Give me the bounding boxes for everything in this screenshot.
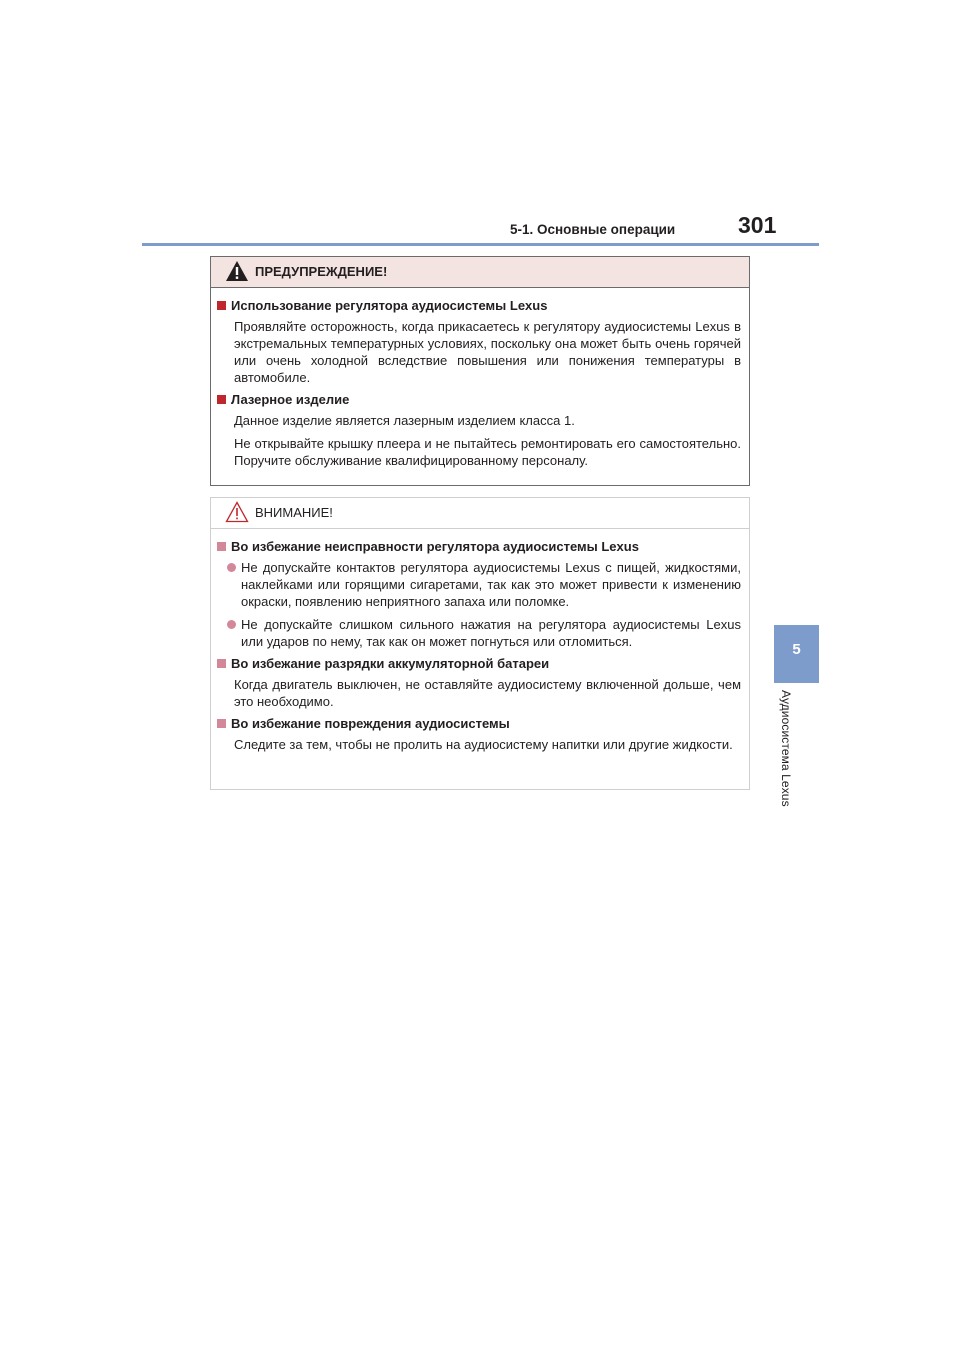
warning-header bbox=[211, 257, 749, 288]
caution-paragraph: Следите за тем, чтобы не пролить на аудиосистему напитки или другие жидкости. bbox=[234, 737, 733, 752]
square-bullet-icon bbox=[217, 542, 226, 551]
caution-paragraph: Когда двигатель выключен, не оставляйте аудиосистему включенной дольше, чем это необходимо. bbox=[234, 677, 741, 709]
caution-box bbox=[210, 497, 750, 790]
round-bullet-icon bbox=[227, 563, 236, 572]
chapter-number: 5 bbox=[792, 641, 801, 658]
warning-box bbox=[210, 256, 750, 486]
warning-section-heading bbox=[217, 392, 741, 407]
square-bullet-icon bbox=[217, 395, 226, 404]
bullet-text: Не допускайте слишком сильного нажатия на регулятора аудиосистемы Lexus или ударов по нему, так как он может погнуться или отломиться. bbox=[241, 617, 741, 649]
caution-triangle-icon bbox=[225, 501, 249, 523]
heading-text: Во избежание повреждения аудиосистемы bbox=[231, 716, 510, 731]
warning-section-heading bbox=[217, 298, 741, 313]
page-number: 301 bbox=[738, 212, 777, 238]
square-bullet-icon bbox=[217, 719, 226, 728]
section-title: 5-1. Основные операции bbox=[510, 222, 676, 237]
square-bullet-icon bbox=[217, 301, 226, 310]
chapter-tab bbox=[774, 625, 819, 683]
warning-triangle-icon bbox=[225, 260, 249, 282]
header-rule bbox=[142, 243, 819, 246]
warning-title: ПРЕДУПРЕЖДЕНИЕ! bbox=[255, 264, 388, 279]
warning-paragraph: Проявляйте осторожность, когда прикасаетесь к регулятору аудиосистемы Lexus в экстремальных температурных условиях, поскольку она может быть очень горячей или очень холодной вследствие повышения или понижения температуры в автомобиле. bbox=[234, 319, 741, 385]
caution-section-heading bbox=[217, 716, 741, 731]
caution-bullet bbox=[227, 559, 741, 610]
square-bullet-icon bbox=[217, 659, 226, 668]
warning-paragraph: Данное изделие является лазерным изделием класса 1. bbox=[234, 413, 575, 428]
heading-text: Во избежание неисправности регулятора аудиосистемы Lexus bbox=[231, 539, 639, 554]
round-bullet-icon bbox=[227, 620, 236, 629]
chapter-label: Аудиосистема Lexus bbox=[779, 690, 793, 807]
warning-paragraph: Не открывайте крышку плеера и не пытайтесь ремонтировать его самостоятельно. Поручите обслуживание квалифицированному персоналу. bbox=[234, 436, 741, 468]
heading-text: Во избежание разрядки аккумуляторной батареи bbox=[231, 656, 550, 671]
heading-text: Лазерное изделие bbox=[231, 392, 350, 407]
caution-title: ВНИМАНИЕ! bbox=[255, 505, 333, 520]
caution-section-heading bbox=[217, 656, 741, 671]
caution-section-heading bbox=[217, 539, 741, 554]
bullet-text: Не допускайте контактов регулятора аудиосистемы Lexus с пищей, жидкостями, наклейками или горящими сигаретами, так как это может привести к изменению окраски, появлению неприятного запаха или поломке. bbox=[241, 560, 741, 609]
caution-header bbox=[211, 498, 749, 529]
caution-bullet bbox=[227, 616, 741, 650]
caution-body bbox=[211, 529, 749, 753]
warning-body bbox=[211, 288, 749, 469]
heading-text: Использование регулятора аудиосистемы Lexus bbox=[231, 298, 548, 313]
